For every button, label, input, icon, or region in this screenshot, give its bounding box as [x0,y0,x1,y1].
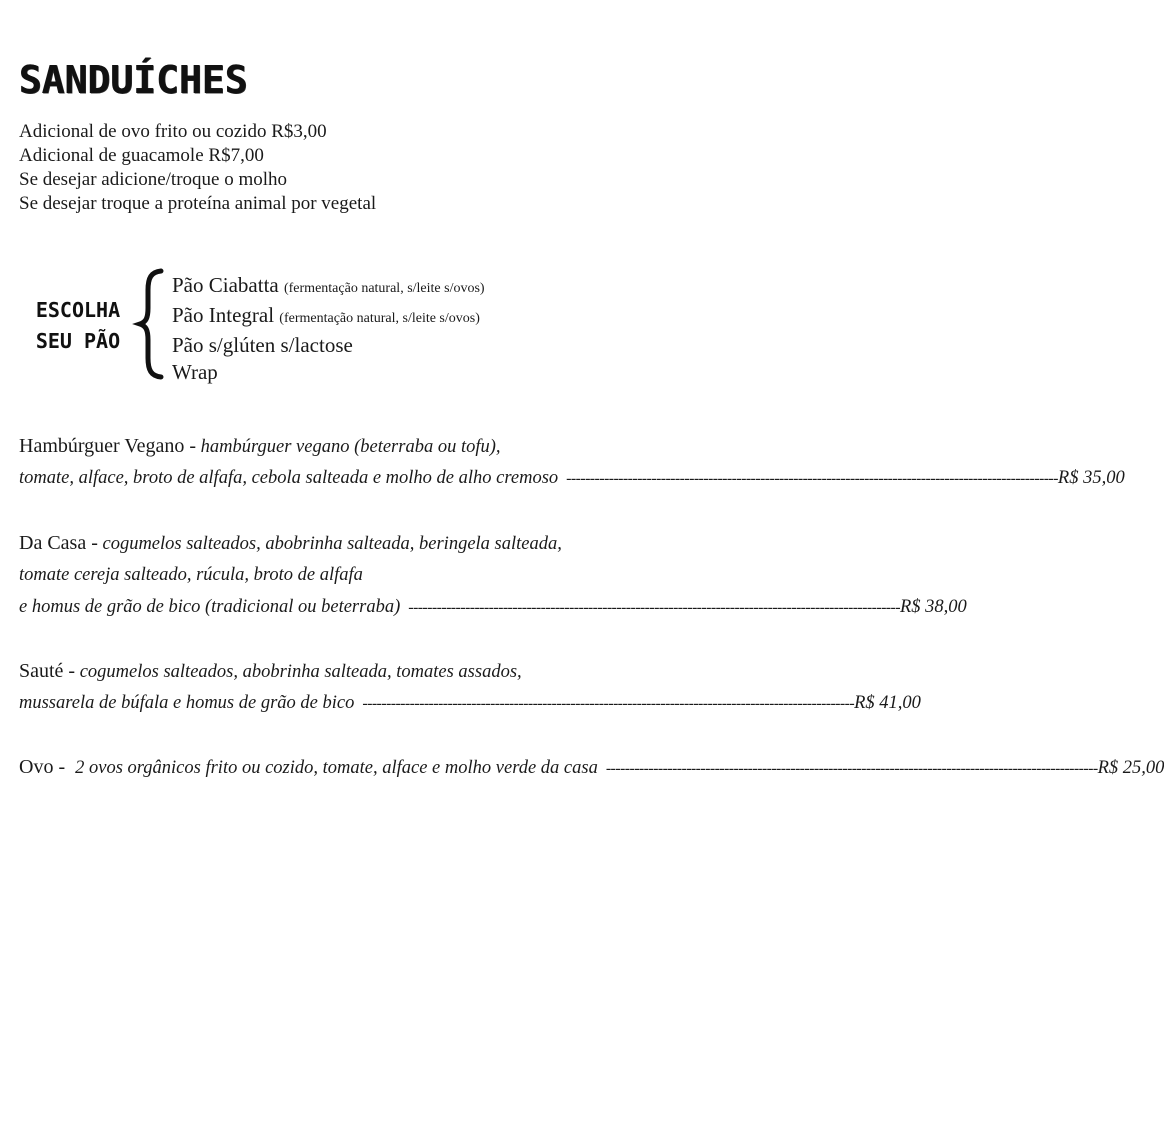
notes-list [19,120,376,216]
item-price: R$ 41,00 [854,693,921,713]
item-description: tomate cereja salteado, rúcula, broto de alfafa [19,565,363,585]
bread-label-line2: SEU PÃO [35,329,121,353]
bread-label-line1: ESCOLHA [35,298,121,322]
bread-option-note: (fermentação natural, s/leite s/ovos) [283,281,485,296]
curly-brace-icon [137,268,167,380]
menu-item-da-casa [19,527,967,623]
bread-option-name: Pão Ciabatta [172,273,279,297]
bread-option-name: Pão s/glúten s/lactose [172,333,353,357]
item-description: tomate, alface, broto de alfafa, cebola salteada e molho de alho cremoso [19,468,559,488]
item-description: mussarela de búfala e homus de grão de bico [19,693,355,713]
item-description: 2 ovos orgânicos frito ou cozido, tomate, alface e molho verde da casa [75,758,598,778]
note-protein: Se desejar troque a proteína animal por vegetal [19,193,377,214]
item-price: R$ 25,00 [1097,758,1164,778]
item-name: Da Casa - [19,532,98,554]
bread-option [172,302,485,332]
note-sauce: Se desejar adicione/troque o molho [19,169,288,190]
bread-options [172,272,485,386]
item-description: e homus de grão de bico (tradicional ou beterraba) [19,597,401,617]
menu-item-hamburguer-vegano [19,430,1125,494]
item-name: Hambúrguer Vegano - [19,435,196,457]
bread-section-label [19,295,137,357]
bread-option-name: Wrap [172,360,218,384]
item-price: R$ 35,00 [1057,468,1125,488]
dot-leader: -------------------------------------------------------------------------------------------------------- [605,760,1098,777]
page-title: SANDUÍCHES [19,58,248,102]
bread-option [172,332,485,359]
menu-item-ovo [19,751,1164,783]
item-description: cogumelos salteados, abobrinha salteada, tomates assados, [79,662,522,682]
bread-option [172,359,485,386]
item-description: cogumelos salteados, abobrinha salteada, beringela salteada, [102,534,562,554]
note-egg: Adicional de ovo frito ou cozido R$3,00 [19,121,327,142]
item-name: Sauté - [19,660,76,682]
bread-option-note: (fermentação natural, s/leite s/ovos) [279,311,480,326]
item-price: R$ 38,00 [899,597,967,617]
item-description: hambúrguer vegano (beterraba ou tofu), [200,437,501,457]
item-name: Ovo - [19,756,66,778]
dot-leader: -------------------------------------------------------------------------------------------------------- [362,695,855,712]
dot-leader: -------------------------------------------------------------------------------------------------------- [408,599,900,616]
menu-item-saute [19,655,921,719]
note-guacamole: Adicional de guacamole R$7,00 [19,145,264,166]
bread-option-name: Pão Integral [172,303,275,327]
bread-option [172,272,485,302]
dot-leader: -------------------------------------------------------------------------------------------------------- [566,470,1058,487]
